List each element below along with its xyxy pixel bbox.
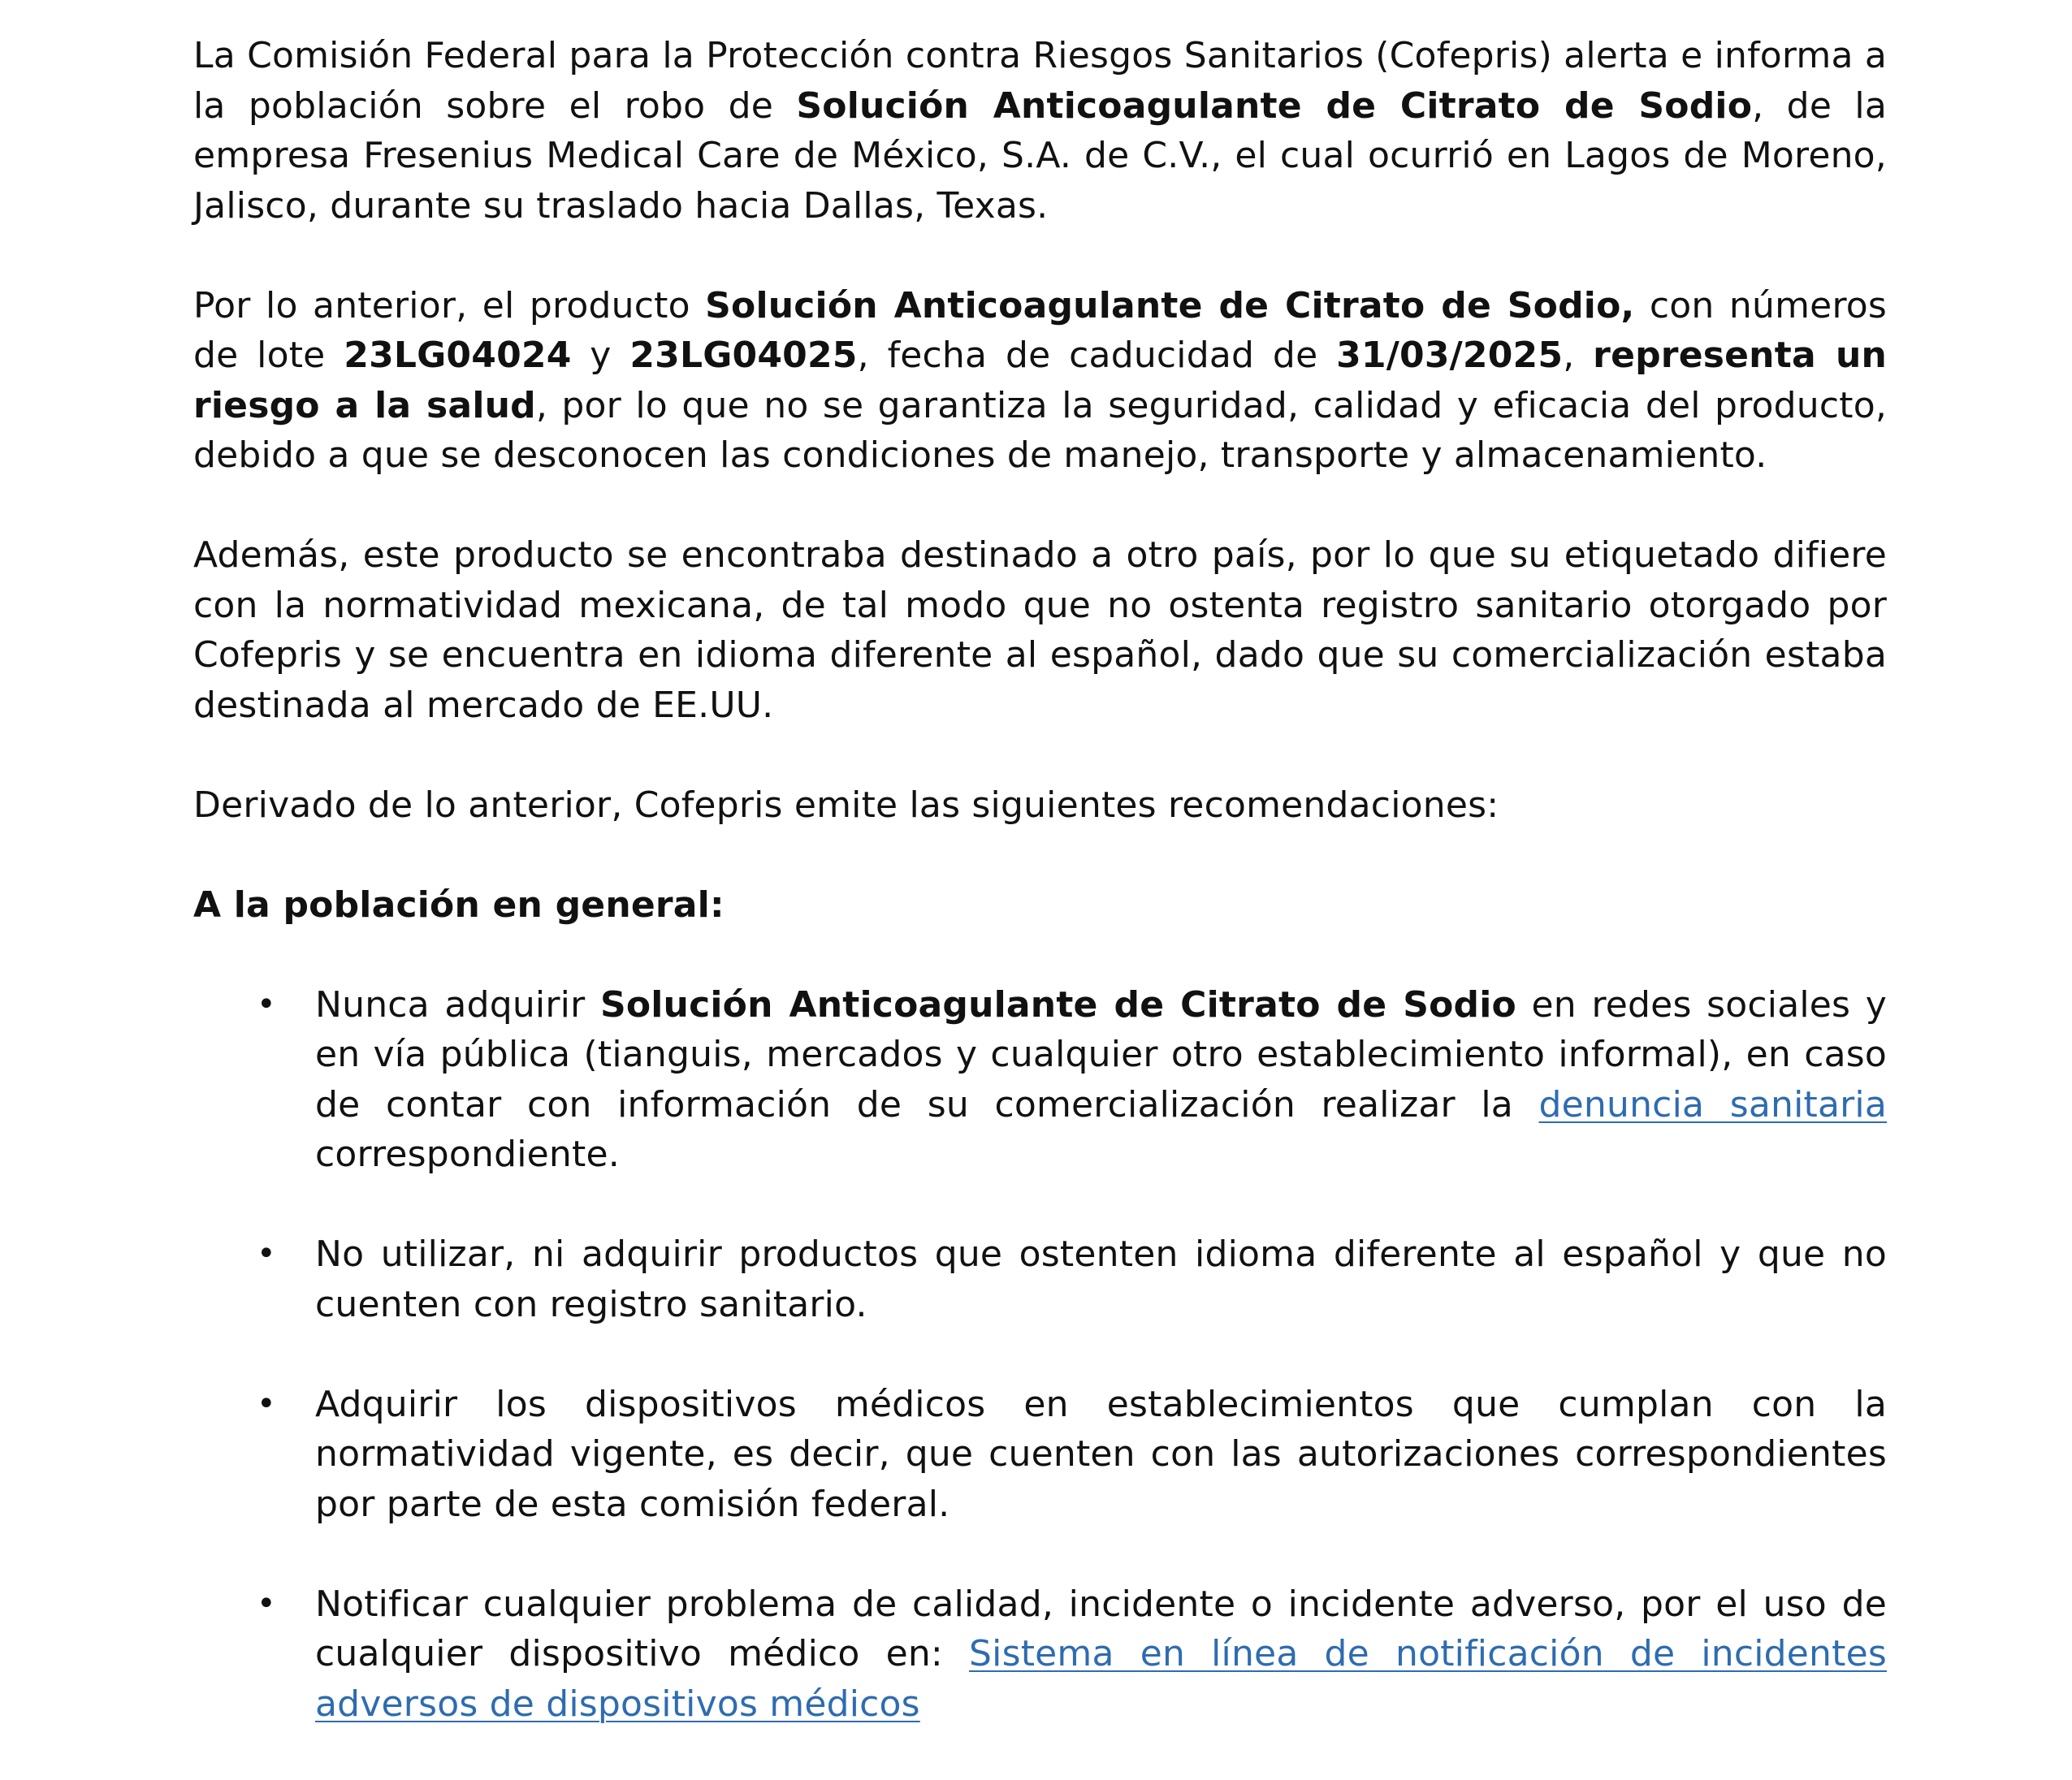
lot-number-2: 23LG04025 <box>629 335 858 376</box>
text: Notificar cualquier problema de calidad, incidente o incidente adverso, por el uso de cualquier dispositivo médico en: <box>315 1583 1887 1674</box>
bullet-icon: • <box>257 985 276 1023</box>
bullet-icon: • <box>257 1584 276 1622</box>
bullet-icon: • <box>257 1385 276 1423</box>
risk-statement: representa un riesgo a la salud <box>193 335 1887 426</box>
paragraph-recommendations-intro <box>193 780 1887 831</box>
text: , por lo que no se garantiza la seguridad, calidad y eficacia del producto, debido a que se desconocen las condiciones de manejo, transporte y almacenamiento. <box>193 384 1888 476</box>
list-item <box>193 1579 1887 1730</box>
incident-notification-system-link[interactable]: Sistema en línea de notificación de incidentes adversos de dispositivos médicos <box>315 1633 1887 1725</box>
recommendations-list <box>193 980 1887 1730</box>
product-name: Solución Anticoagulante de Citrato de Sodio, <box>705 284 1635 326</box>
text: Derivado de lo anterior, Cofepris emite las siguientes recomendaciones: <box>193 784 1499 826</box>
expiry-date: 31/03/2025 <box>1336 335 1564 376</box>
text: y <box>571 335 630 376</box>
bullet-icon: • <box>257 1235 276 1272</box>
text: La Comisión Federal para la Protección contra Riesgos Sanitarios (Cofepris) alerta e informa a la población sobre el robo de <box>193 35 1887 127</box>
list-item <box>193 980 1887 1180</box>
text: , <box>1563 335 1594 376</box>
section-heading-general-population: A la población en general: <box>193 884 725 926</box>
list-item <box>193 1229 1887 1329</box>
paragraph-risk <box>193 281 1887 481</box>
paragraph-labeling <box>193 530 1887 730</box>
text: con números de lote <box>193 284 1888 376</box>
text: Nunca adquirir <box>315 983 600 1026</box>
text: No utilizar, ni adquirir productos que ostenten idioma diferente al español y que no cuenten con registro sanitario. <box>315 1233 1887 1325</box>
product-name: Solución Anticoagulante de Citrato de Sodio <box>796 84 1753 127</box>
text: Por lo anterior, el producto <box>193 284 706 326</box>
text: Adquirir los dispositivos médicos en establecimientos que cumplan con la normatividad vigente, es decir, que cuenten con las autorizaciones correspondientes por parte de esta comisión federal. <box>315 1383 1887 1525</box>
text: correspondiente. <box>315 1134 620 1175</box>
denuncia-sanitaria-link[interactable]: denuncia sanitaria <box>1538 1083 1887 1125</box>
text: en redes sociales y en vía pública (tianguis, mercados y cualquier otro establecimiento informal), en caso de contar con información de su comercialización realizar la <box>315 983 1888 1125</box>
document-body <box>193 31 1887 1779</box>
text: Además, este producto se encontraba destinado a otro país, por lo que su etiquetado difiere con la normatividad mexicana, de tal modo que no ostenta registro sanitario otorgado por Cofepris y se encuentra en idioma diferente al español, dado que su comercialización estaba destinada al mercado de EE.UU. <box>193 534 1887 726</box>
text: , de la empresa Fresenius Medical Care de México, S.A. de C.V., el cual ocurrió en Lagos de Moreno, Jalisco, durante su traslado hacia Dallas, Texas. <box>193 84 1888 227</box>
list-item <box>193 1380 1887 1530</box>
paragraph-alert-intro <box>193 31 1887 231</box>
product-name: Solución Anticoagulante de Citrato de Sodio <box>599 983 1516 1026</box>
text: , fecha de caducidad de <box>857 335 1337 376</box>
lot-number-1: 23LG04024 <box>344 335 572 376</box>
